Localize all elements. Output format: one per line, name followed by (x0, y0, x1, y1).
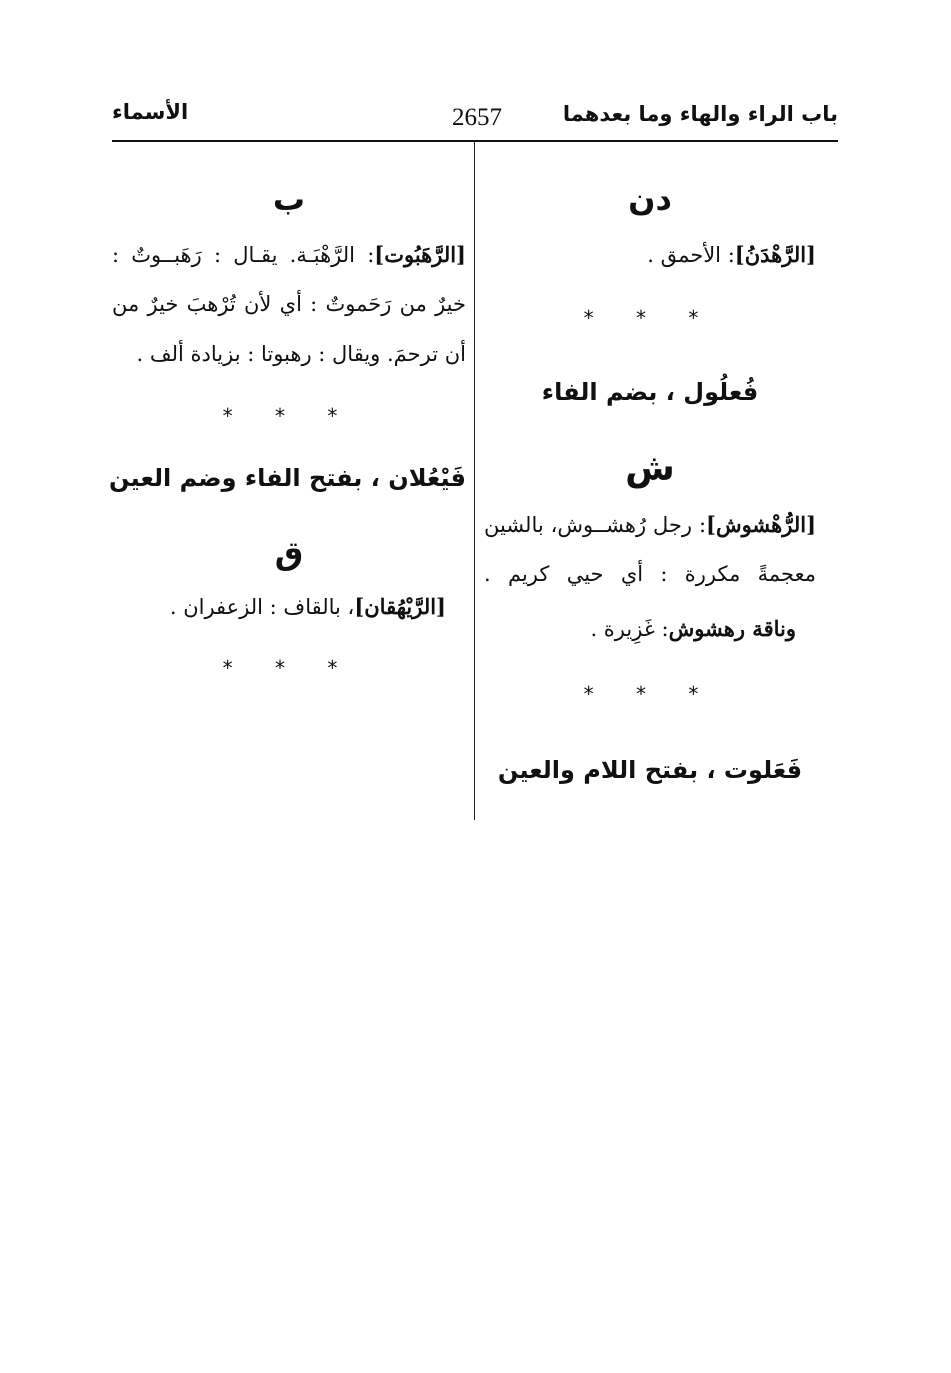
entry-line: أن ترحمَ. ويقال : رهبوتا : بزيادة ألف . (136, 342, 466, 366)
page-number: 2657 (452, 104, 502, 131)
entry-line: خيرٌ من رَحَموتٌ : أي لأن تُرْهبَ خيرٌ من (112, 292, 466, 316)
pattern-heading: فَعَلوت ، بفتح اللام والعين (497, 756, 803, 784)
entry-line (484, 616, 816, 641)
entry-text: : الرَّهْبَـة. يقـال : رَهَبــوتٌ : (112, 243, 375, 267)
separator-stars: * * * (583, 682, 717, 706)
separator-stars: * * * (222, 656, 356, 680)
entry-text: : الأحمق . (647, 243, 735, 267)
entry-headword: وناقة رهشوش (668, 616, 796, 641)
section-title: الأسماء (112, 100, 189, 124)
entry-headword: [الرَّهَبُوت] (374, 242, 466, 267)
entry-headword: [الرَّيْهُقان] (354, 594, 446, 619)
letter-heading: دن (628, 180, 672, 218)
entry-text: ، بالقاف : الزعفران . (169, 595, 355, 619)
separator-stars: * * * (222, 404, 356, 428)
chapter-title: باب الراء والهاء وما بعدهما (562, 102, 838, 126)
entry-headword: [الرَّهْدَنُ] (734, 242, 816, 267)
pattern-heading: فَيْعُلان ، بفتح الفاء وضم العين (109, 464, 466, 492)
letter-heading: ب (272, 180, 306, 218)
letter-heading: ق (274, 534, 304, 572)
entry-line (112, 242, 466, 267)
header-rule (112, 140, 838, 142)
page-header (112, 100, 838, 136)
entry-text: : غَزِيرة . (590, 617, 669, 641)
letter-heading: ش (625, 448, 675, 489)
entry-headword: [الرُّهْشوش] (706, 512, 816, 537)
separator-stars: * * * (583, 306, 717, 330)
pattern-heading: فُعلُول ، بضم الفاء (541, 378, 759, 406)
entry-line (484, 242, 816, 267)
entry-line (112, 594, 466, 619)
column-divider (474, 142, 475, 820)
entry-line (484, 512, 816, 537)
entry-text: : رجل رُهشــوش، بالشين (484, 513, 707, 537)
entry-line: معجمةً مكررة : أي حيي كريم . (484, 562, 816, 586)
